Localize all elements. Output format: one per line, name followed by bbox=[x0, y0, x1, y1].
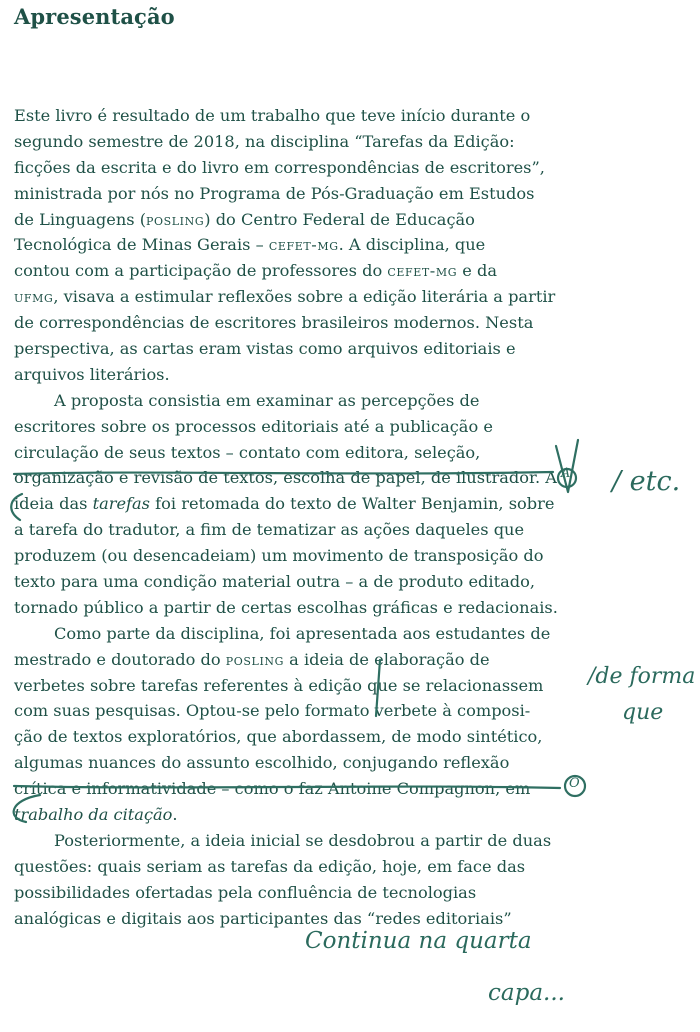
text-line bbox=[14, 698, 614, 724]
text-span: com suas pesquisas. Optou-se pelo formato verbete à composi- bbox=[14, 701, 531, 721]
text-span: ção de textos exploratórios, que abordassem, de modo sintético, bbox=[14, 727, 543, 747]
text-span: de Linguagens ( bbox=[14, 209, 147, 229]
text-line bbox=[14, 440, 614, 466]
text-line bbox=[14, 854, 614, 880]
text-line bbox=[14, 284, 614, 310]
text-line bbox=[14, 207, 614, 233]
text-span: . A disciplina, que bbox=[338, 235, 486, 255]
paragraph bbox=[14, 621, 614, 828]
text-span: cefet-mg bbox=[387, 261, 458, 281]
text-span: ficções da escrita e do livro em correspondências de escritores”, bbox=[14, 157, 545, 177]
text-line bbox=[14, 724, 614, 750]
text-line bbox=[14, 258, 614, 284]
text-span: . bbox=[172, 805, 178, 825]
text-line bbox=[14, 388, 614, 414]
text-span: produzem (ou desencadeiam) um movimento de transposição do bbox=[14, 546, 544, 566]
text-span: escritores sobre os processos editoriais até a publicação e bbox=[14, 416, 493, 436]
text-line bbox=[14, 336, 614, 362]
text-span: ufmg bbox=[14, 287, 54, 307]
text-line bbox=[14, 750, 614, 776]
circled-letter-o: O bbox=[569, 776, 580, 791]
text-line bbox=[14, 673, 614, 699]
handwritten-capa: capa... bbox=[488, 980, 565, 1006]
text-span: trabalho da citação bbox=[14, 805, 173, 825]
text-span: Como parte da disciplina, foi apresentada aos estudantes de bbox=[54, 623, 551, 643]
text-span: perspectiva, as cartas eram vistas como arquivos editoriais e bbox=[14, 339, 516, 359]
paragraph bbox=[14, 103, 614, 388]
text-line bbox=[14, 414, 614, 440]
text-span: mestrado e doutorado do bbox=[14, 649, 226, 669]
text-line bbox=[14, 517, 614, 543]
handwritten-que: que bbox=[622, 700, 664, 725]
text-span: cefet-mg bbox=[268, 235, 339, 255]
text-span: ministrada por nós no Programa de Pós-Graduação em Estudos bbox=[14, 183, 535, 203]
text-span: organização e revisão de textos, escolha de papel, de ilustrador. A bbox=[14, 468, 557, 488]
text-span: questões: quais seriam as tarefas da edição, hoje, em face das bbox=[14, 856, 526, 876]
text-span: foi retomada do texto de Walter Benjamin, sobre bbox=[150, 494, 555, 514]
text-span: e da bbox=[457, 261, 498, 281]
text-line bbox=[14, 155, 614, 181]
text-span: crítica e informatividade – como o faz Antoine Compagnon, em bbox=[14, 779, 531, 799]
text-line bbox=[14, 181, 614, 207]
text-span: a ideia de elaboração de bbox=[284, 649, 490, 669]
page-title: Apresentação bbox=[14, 4, 175, 29]
text-line bbox=[14, 880, 614, 906]
text-line bbox=[14, 129, 614, 155]
text-span: verbetes sobre tarefas referentes à edição que se relacionassem bbox=[14, 675, 544, 695]
text-span: A proposta consistia em examinar as percepções de bbox=[54, 390, 480, 410]
text-span: ) do Centro Federal de Educação bbox=[204, 209, 475, 229]
text-span: posling bbox=[225, 649, 285, 669]
text-line bbox=[14, 647, 614, 673]
text-span: tornado público a partir de certas escolhas gráficas e redacionais. bbox=[14, 597, 558, 617]
text-span: tarefas bbox=[92, 494, 150, 514]
handwritten-etc: / etc. bbox=[612, 466, 681, 497]
text-span: segundo semestre de 2018, na disciplina “Tarefas da Edição: bbox=[14, 131, 515, 151]
text-line bbox=[14, 232, 614, 258]
text-span: posling bbox=[146, 209, 205, 229]
text-line bbox=[14, 543, 614, 569]
text-span: Este livro é resultado de um trabalho que teve início durante o bbox=[14, 106, 531, 125]
text-line bbox=[14, 310, 614, 336]
handwritten-continua: Continua na quarta bbox=[305, 928, 532, 954]
text-span: circulação de seus textos – contato com editora, seleção, bbox=[14, 442, 481, 462]
text-span: arquivos literários. bbox=[14, 364, 170, 384]
text-line bbox=[14, 491, 614, 517]
text-line bbox=[14, 776, 614, 802]
text-line bbox=[14, 595, 614, 621]
text-span: contou com a participação de professores do bbox=[14, 261, 388, 281]
text-span: a tarefa do tradutor, a fim de tematizar as ações daqueles que bbox=[14, 520, 525, 540]
circled-letter-a: A bbox=[561, 466, 571, 481]
text-span: , visava a estimular reflexões sobre a edição literária a partir bbox=[53, 287, 556, 307]
text-span: Posteriormente, a ideia inicial se desdobrou a partir de duas bbox=[54, 830, 552, 850]
text-span: analógicas e digitais aos participantes das “redes editoriais” bbox=[14, 908, 512, 928]
text-span: algumas nuances do assunto escolhido, conjugando reflexão bbox=[14, 753, 510, 773]
text-line bbox=[14, 362, 614, 388]
text-span: possibilidades ofertadas pela confluência de tecnologias bbox=[14, 882, 477, 902]
paragraph bbox=[14, 388, 614, 621]
text-line bbox=[14, 802, 614, 828]
text-line bbox=[14, 569, 614, 595]
text-span: texto para uma condição material outra – a de produto editado, bbox=[14, 572, 535, 592]
text-span: de correspondências de escritores brasileiros modernos. Nesta bbox=[14, 313, 534, 333]
paragraph bbox=[14, 828, 614, 932]
text-span: ideia das bbox=[14, 494, 93, 514]
text-line bbox=[14, 103, 614, 129]
text-line bbox=[14, 465, 614, 491]
handwritten-de-forma: /de forma bbox=[588, 664, 696, 689]
text-line bbox=[14, 621, 614, 647]
body-text bbox=[14, 103, 614, 932]
text-line bbox=[14, 828, 614, 854]
text-span: Tecnológica de Minas Gerais – bbox=[14, 235, 269, 255]
